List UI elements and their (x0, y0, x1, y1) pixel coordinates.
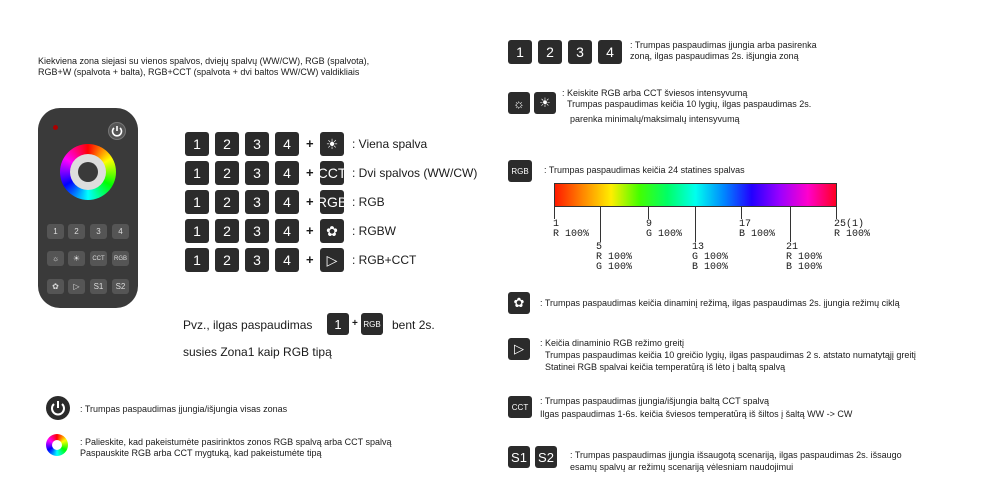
example-key-1: 1 (327, 313, 349, 335)
rgb-key-icon: RGB (320, 190, 344, 214)
remote-cct-button[interactable]: CCT (90, 251, 107, 266)
speed-description-3: Statinei RGB spalvai keičia temperatūrą iš lėto į baltą spalvą (545, 362, 786, 372)
zone-key-4: 4 (275, 219, 299, 243)
power-icon (46, 396, 70, 420)
plus-sign: + (306, 252, 314, 267)
spectrum-label-val: B 100% (692, 262, 729, 273)
spectrum-label-val: G 100% (692, 252, 729, 263)
zone-key-2: 2 (215, 219, 239, 243)
spectrum-label-val: G 100% (596, 262, 633, 273)
example-line-2: susies Zona1 kaip RGB tipą (183, 345, 332, 359)
wheel-description-2: Paspauskite RGB arba CCT mygtuką, kad pakeistumėte tipą (80, 448, 322, 458)
zone-key-3: 3 (245, 161, 269, 185)
spectrum-label-val: R 100% (834, 229, 871, 240)
spectrum-tick (790, 207, 791, 242)
plus-sign: + (306, 165, 314, 180)
spectrum-label-num: 5 (596, 242, 603, 253)
power-description: : Trumpas paspaudimas įjungia/išjungia visas zonas (80, 404, 288, 414)
spectrum-label-num: 9 (646, 219, 653, 230)
mode-label-rgbcct: : RGB+CCT (352, 253, 417, 267)
color-wheel-icon (46, 434, 68, 456)
intro-line-1: Kiekviena zona siejasi su vienos spalvos, dviejų spalvų (WW/CW), RGB (spalvota), (38, 56, 370, 66)
mode-description: : Trumpas paspaudimas keičia dinaminį režimą, ilgas paspaudimas 2s. įjungia režimų ciklą (540, 298, 900, 308)
example-prefix: Pvz., ilgas paspaudimas (183, 318, 313, 332)
mode-key-icon: ✿ (320, 219, 344, 243)
cct-description-1: : Trumpas paspaudimas įjungia/išjungia baltą CCT spalvą (540, 396, 769, 406)
scene-1-icon: S1 (508, 446, 530, 468)
example-suffix: bent 2s. (392, 318, 435, 332)
speed-icon: ▷ (508, 338, 530, 360)
cct-key-icon: CCT (320, 161, 344, 185)
remote-speed-button[interactable]: ▷ (68, 279, 85, 294)
spectrum-label-val: R 100% (596, 252, 633, 263)
remote-zone-4[interactable]: 4 (112, 224, 129, 239)
zone-description-1: : Trumpas paspaudimas įjungia arba pasirenka (630, 40, 817, 50)
plus-sign: + (306, 194, 314, 209)
zone-key-3: 3 (245, 132, 269, 156)
zone-key-4: 4 (275, 161, 299, 185)
mode-label-dual: : Dvi spalvos (WW/CW) (352, 166, 478, 180)
zone-key-2: 2 (215, 161, 239, 185)
example-plus: + (352, 318, 358, 329)
dim-icon: ☼ (508, 92, 530, 114)
bright-key-icon: ☀ (320, 132, 344, 156)
remote-s1-button[interactable]: S1 (90, 279, 107, 294)
zone-key-3: 3 (245, 190, 269, 214)
mode-label-rgbw: : RGBW (352, 224, 397, 238)
remote-dim-button[interactable]: ☼ (47, 251, 64, 266)
remote-zone-2[interactable]: 2 (68, 224, 85, 239)
spectrum-label-val: B 100% (739, 229, 776, 240)
mode-icon: ✿ (508, 292, 530, 314)
intro-line-2: RGB+W (spalvota + balta), RGB+CCT (spalvota + dvi baltos WW/CW) valdikliais (38, 67, 360, 77)
spectrum-tick (695, 207, 696, 242)
spectrum-label-val: R 100% (553, 229, 590, 240)
spectrum-label-num: 17 (739, 219, 752, 230)
cct-icon: CCT (508, 396, 532, 418)
scene-description-1: : Trumpas paspaudimas įjungia išsaugotą scenariją, ilgas paspaudimas 2s. išsaugo (570, 450, 902, 460)
zone-key-3: 3 (568, 40, 592, 64)
remote-rgb-button[interactable]: RGB (112, 251, 129, 266)
mode-label-single: : Viena spalva (352, 137, 428, 151)
zone-key-1: 1 (185, 190, 209, 214)
spectrum-tick (836, 207, 837, 219)
rgb-description: : Trumpas paspaudimas keičia 24 statines spalvas (544, 165, 745, 175)
power-icon (109, 123, 125, 139)
zone-key-4: 4 (275, 248, 299, 272)
zone-key-1: 1 (185, 219, 209, 243)
spectrum-tick (554, 207, 555, 219)
remote-bright-button[interactable]: ☀ (68, 251, 85, 266)
spectrum-label-val: G 100% (646, 229, 683, 240)
spectrum-tick (600, 207, 601, 242)
example-key-rgb: RGB (361, 313, 383, 335)
led-indicator (53, 125, 58, 130)
zone-key-1: 1 (508, 40, 532, 64)
zone-key-2: 2 (215, 248, 239, 272)
remote-s2-button[interactable]: S2 (112, 279, 129, 294)
zone-description-2: zoną, ilgas paspaudimas 2s. išjungia zoną (630, 51, 799, 61)
speed-description-1: : Keičia dinaminio RGB režimo greitį (540, 338, 685, 348)
mode-label-rgb: : RGB (352, 195, 385, 209)
remote-mode-button[interactable]: ✿ (47, 279, 64, 294)
speed-key-icon: ▷ (320, 248, 344, 272)
brightness-description-2: Trumpas paspaudimas keičia 10 lygių, ilgas paspaudimas 2s. (567, 99, 812, 109)
zone-key-4: 4 (598, 40, 622, 64)
plus-sign: + (306, 223, 314, 238)
zone-key-2: 2 (215, 190, 239, 214)
spectrum-label-num: 1 (553, 219, 560, 230)
brightness-description-1: : Keiskite RGB arba CCT šviesos intensyvumą (562, 88, 748, 98)
zone-key-2: 2 (215, 132, 239, 156)
brightness-description-3: parenka minimalų/maksimalų intensyvumą (570, 114, 740, 124)
zone-key-1: 1 (185, 161, 209, 185)
remote-power-button[interactable] (108, 122, 126, 140)
zone-key-3: 3 (245, 219, 269, 243)
scene-description-2: esamų spalvų ar režimų scenariją vėlesniam naudojimui (570, 462, 794, 472)
zone-key-4: 4 (275, 132, 299, 156)
zone-key-1: 1 (185, 132, 209, 156)
remote-zone-3[interactable]: 3 (90, 224, 107, 239)
spectrum-tick (648, 207, 649, 219)
color-spectrum-bar (554, 183, 837, 207)
speed-description-2: Trumpas paspaudimas keičia 10 greičio lygių, ilgas paspaudimas 2 s. atstato numatytąjį greitį (545, 350, 916, 360)
remote-control (38, 108, 138, 308)
spectrum-tick (741, 207, 742, 219)
zone-key-4: 4 (275, 190, 299, 214)
scene-2-icon: S2 (535, 446, 557, 468)
cct-description-2: Ilgas paspaudimas 1-6s. keičia šviesos temperatūrą iš šiltos į šaltą WW -> CW (540, 409, 853, 419)
zone-key-2: 2 (538, 40, 562, 64)
zone-key-1: 1 (185, 248, 209, 272)
spectrum-label-val: B 100% (786, 262, 823, 273)
spectrum-label-num: 13 (692, 242, 705, 253)
wheel-description-1: : Palieskite, kad pakeistumėte pasirinktos zonos RGB spalvą arba CCT spalvą (80, 437, 392, 447)
spectrum-label-num: 25(1) (834, 219, 865, 230)
remote-color-wheel[interactable] (60, 144, 116, 200)
zone-key-3: 3 (245, 248, 269, 272)
plus-sign: + (306, 136, 314, 151)
bright-icon: ☀ (534, 92, 556, 114)
spectrum-label-num: 21 (786, 242, 799, 253)
rgb-icon: RGB (508, 160, 532, 182)
remote-zone-1[interactable]: 1 (47, 224, 64, 239)
spectrum-label-val: R 100% (786, 252, 823, 263)
